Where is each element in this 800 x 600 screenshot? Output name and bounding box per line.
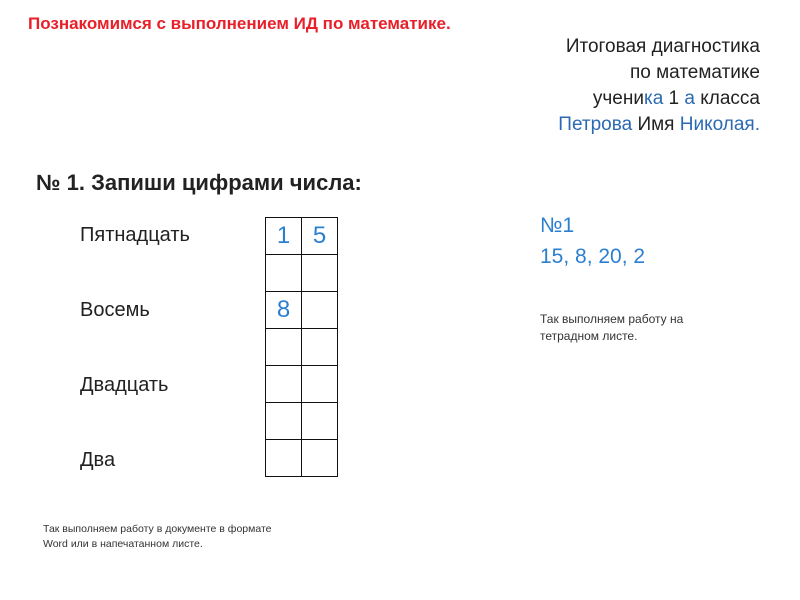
grid-cell[interactable] bbox=[266, 440, 302, 477]
grid-row bbox=[266, 329, 338, 366]
answer-grid bbox=[265, 217, 338, 477]
diagnostic-header bbox=[558, 34, 760, 138]
grid-cell[interactable] bbox=[302, 366, 338, 403]
header-name-label: Имя bbox=[632, 114, 680, 135]
grid-row bbox=[266, 255, 338, 292]
grid-cell[interactable] bbox=[266, 329, 302, 366]
grid-row bbox=[266, 440, 338, 477]
grid-row bbox=[266, 403, 338, 440]
grid-cell[interactable] bbox=[266, 366, 302, 403]
header-line-3 bbox=[558, 86, 760, 112]
header-line-3-part-b: ка bbox=[643, 88, 664, 109]
grid-cell[interactable] bbox=[266, 255, 302, 292]
page-title: Познакомимся с выполнением ИД по математике. bbox=[28, 14, 451, 33]
grid-cell[interactable]: 1 bbox=[266, 218, 302, 255]
header-line-1: Итоговая диагностика bbox=[565, 36, 760, 57]
notebook-answer bbox=[540, 210, 645, 272]
note-notebook-sheet: Так выполняем работу на тетрадном листе. bbox=[540, 312, 684, 343]
answer-values: 15, 8, 20, 2 bbox=[540, 245, 646, 268]
header-line-2: по математике bbox=[629, 62, 760, 83]
header-line-3-part-c: 1 bbox=[663, 88, 685, 109]
grid-cell[interactable] bbox=[302, 440, 338, 477]
header-line-3-part-e: класса bbox=[694, 88, 760, 109]
answer-label: №1 bbox=[540, 214, 575, 237]
grid-row bbox=[266, 218, 338, 255]
grid-cell[interactable] bbox=[302, 292, 338, 329]
grid-cell[interactable]: 5 bbox=[302, 218, 338, 255]
grid-cell[interactable] bbox=[302, 255, 338, 292]
grid-row bbox=[266, 366, 338, 403]
number-word-20: Двадцать bbox=[80, 374, 169, 396]
number-word-2: Два bbox=[80, 449, 116, 471]
number-word-15: Пятнадцать bbox=[80, 224, 190, 246]
task-heading: № 1. Запиши цифрами числа: bbox=[36, 170, 362, 195]
grid-cell[interactable] bbox=[302, 403, 338, 440]
grid-cell[interactable] bbox=[266, 403, 302, 440]
grid-cell[interactable] bbox=[302, 329, 338, 366]
header-line-3-part-a: учени bbox=[592, 88, 644, 109]
number-word-8: Восемь bbox=[80, 299, 150, 321]
grid-cell[interactable]: 8 bbox=[266, 292, 302, 329]
header-line-3-part-d: а bbox=[684, 88, 695, 109]
grid-row bbox=[266, 292, 338, 329]
header-given-name: Николая. bbox=[679, 114, 760, 135]
note-word-document: Так выполняем работу в документе в формате Word или в напечатанном листе. bbox=[43, 523, 272, 550]
header-line-4 bbox=[558, 112, 760, 138]
header-surname: Петрова bbox=[558, 114, 633, 135]
